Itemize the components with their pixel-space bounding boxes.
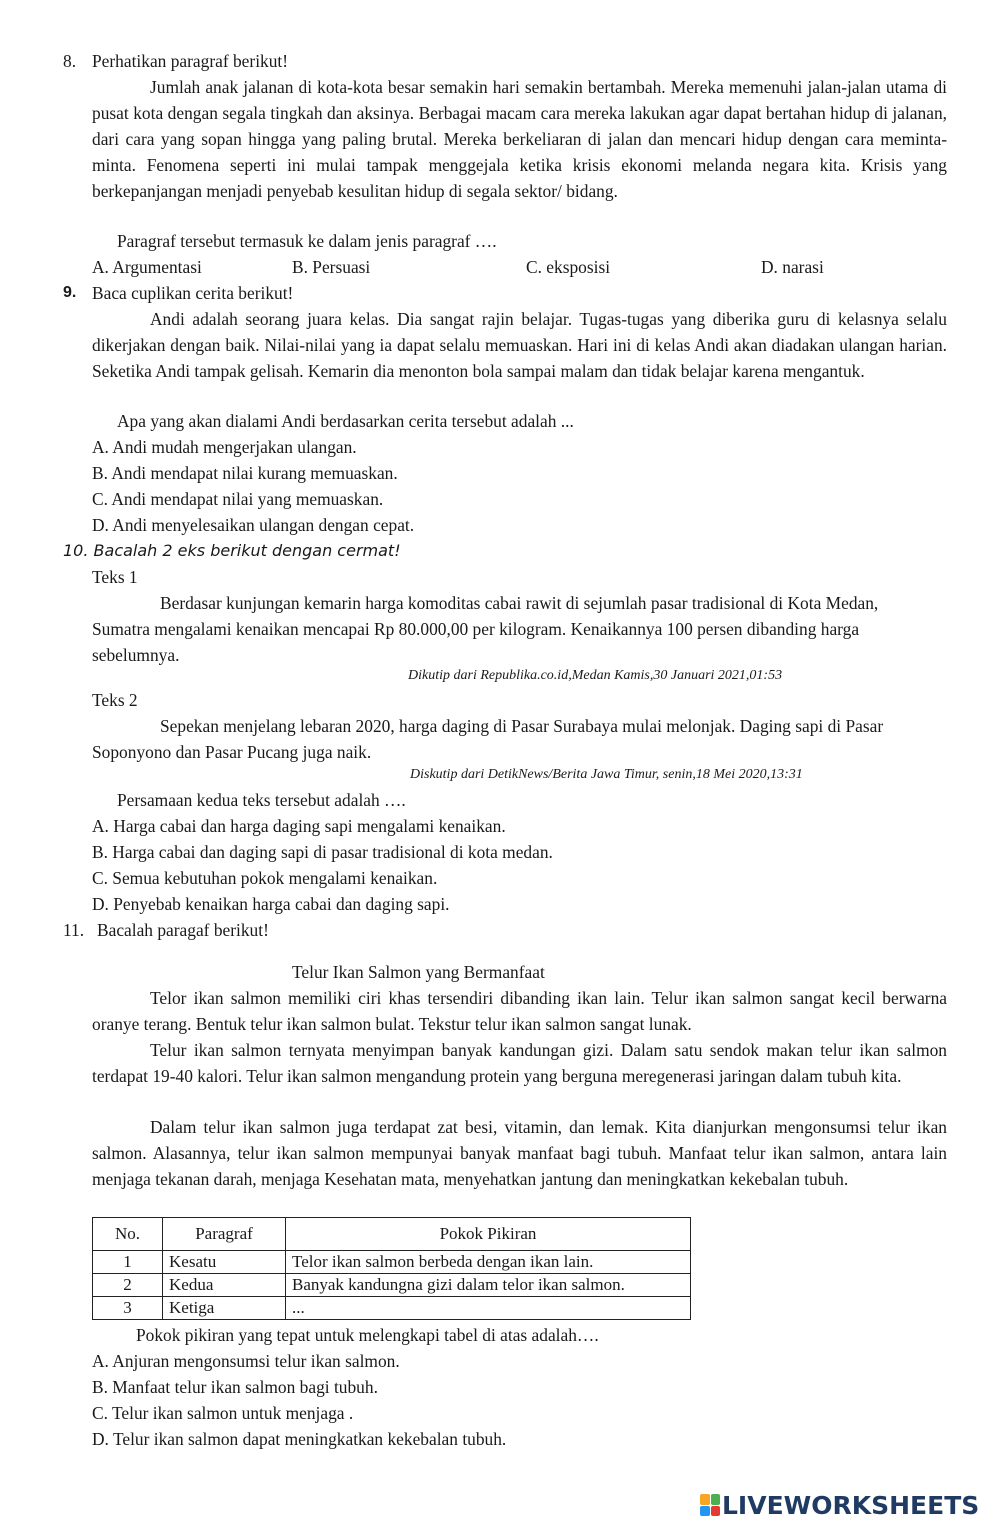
q9-question: Apa yang akan dialami Andi berdasarkan cerita tersebut adalah ... bbox=[117, 411, 574, 431]
q10-option-b[interactable]: B. Harga cabai dan daging sapi di pasar tradisional di kota medan. bbox=[92, 842, 553, 862]
q8-option-b[interactable]: B. Persuasi bbox=[292, 257, 371, 277]
q11-option-c[interactable]: C. Telur ikan salmon untuk menjaga . bbox=[92, 1403, 354, 1423]
table-cell-no: 2 bbox=[93, 1274, 163, 1297]
q8-option-d[interactable]: D. narasi bbox=[761, 257, 824, 277]
q8-number: 8. bbox=[63, 51, 77, 71]
table-header-paragraf: Paragraf bbox=[163, 1218, 286, 1251]
q10-text2-source: Diskutip dari DetikNews/Berita Jawa Timur, senin,18 Mei 2020,13:31 bbox=[410, 767, 803, 782]
q11-paragraph-3: Dalam telur ikan salmon juga terdapat zat besi, vitamin, dan lemak. Kita dianjurkan mengonsumsi telur ikan salmon. Alasannya, telur ikan salmon mempunyai banyak manfaat bagi tubuh. Manfaat telur ikan salmon, antara lain menjaga tekanan darah, menjaga Kesehatan mata, menyehatkan jantung dan meningkatkan kekebalan tubuh. bbox=[92, 1117, 947, 1189]
table-row bbox=[93, 1297, 691, 1320]
q9-option-c[interactable]: C. Andi mendapat nilai yang memuaskan. bbox=[92, 489, 384, 509]
q10-text2: Sepekan menjelang lebaran 2020, harga daging di Pasar Surabaya mulai melonjak. Daging sapi di Pasar Soponyono dan Pasar Pucang juga naik. bbox=[92, 716, 884, 762]
table-cell-pokok-pikiran: Telor ikan salmon berbeda dengan ikan lain. bbox=[286, 1251, 691, 1274]
logo-grid-icon bbox=[700, 1494, 720, 1516]
table-header-row bbox=[93, 1218, 691, 1251]
q11-option-b[interactable]: B. Manfaat telur ikan salmon bagi tubuh. bbox=[92, 1377, 378, 1397]
table-row bbox=[93, 1274, 691, 1297]
q10-option-a[interactable]: A. Harga cabai dan harga daging sapi mengalami kenaikan. bbox=[92, 816, 506, 836]
logo-square bbox=[711, 1506, 721, 1517]
table-cell-pokok-pikiran: Banyak kandungna gizi dalam telor ikan salmon. bbox=[286, 1274, 691, 1297]
q9-prompt: Baca cuplikan cerita berikut! bbox=[92, 283, 294, 303]
q8-paragraph: Jumlah anak jalanan di kota-kota besar semakin hari semakin bertambah. Mereka memenuhi jalan-jalan utama di pusat kota dengan segala tingkah dan aksinya. Berbagai macam cara mereka lakukan agar dapat bertahan hidup di jalanan, dari cara yang sopan hingga yang paling brutal. Mereka berkeliaran di jalan dan mencari hidup dengan cara meminta-minta. Fenomena seperti ini mulai tampak menggejala ketika krisis ekonomi melanda negara kita. Krisis yang berkepanjangan menjadi penyebab kesulitan hidup di segala sektor/ bidang. bbox=[92, 77, 947, 201]
q10-text1: Berdasar kunjungan kemarin harga komoditas cabai rawit di sejumlah pasar tradisional di Kota Medan, Sumatra mengalami kenaikan mencapai Rp 80.000,00 per kilogram. Kenaikannya 100 persen dibanding harga sebelumnya. bbox=[92, 593, 879, 665]
logo-square bbox=[700, 1494, 710, 1505]
q10-text2-label: Teks 2 bbox=[92, 690, 138, 710]
q8-prompt: Perhatikan paragraf berikut! bbox=[92, 51, 289, 71]
q11-number: 11. bbox=[63, 920, 85, 940]
q9-option-a[interactable]: A. Andi mudah mengerjakan ulangan. bbox=[92, 437, 357, 457]
q11-question: Pokok pikiran yang tepat untuk melengkapi tabel di atas adalah…. bbox=[136, 1325, 599, 1345]
q11-option-a[interactable]: A. Anjuran mengonsumsi telur ikan salmon. bbox=[92, 1351, 400, 1371]
table-cell-no: 3 bbox=[93, 1297, 163, 1320]
table-cell-paragraf: Ketiga bbox=[163, 1297, 286, 1320]
q8-option-a[interactable]: A. Argumentasi bbox=[92, 257, 202, 277]
q9-paragraph: Andi adalah seorang juara kelas. Dia sangat rajin belajar. Tugas-tugas yang diberika guru di kelasnya selalu dikerjakan dengan baik. Nilai-nilai yang ia dapat selalu memuaskan. Hari ini di kelas Andi akan diadakan ulangan harian. Seketika Andi tampak gelisah. Kemarin dia menonton bola sampai malam dan tidak belajar karena mengantuk. bbox=[92, 309, 947, 381]
q10-text1-source: Dikutip dari Republika.co.id,Medan Kamis,30 Januari 2021,01:53 bbox=[408, 668, 783, 683]
table-cell-paragraf: Kesatu bbox=[163, 1251, 286, 1274]
liveworksheets-logo bbox=[700, 1490, 979, 1520]
logo-text: LIVEWORKSHEETS bbox=[722, 1490, 980, 1520]
q11-prompt: Bacalah paragaf berikut! bbox=[97, 920, 269, 940]
q8-option-c[interactable]: C. eksposisi bbox=[526, 257, 611, 277]
q10-option-d[interactable]: D. Penyebab kenaikan harga cabai dan daging sapi. bbox=[92, 894, 450, 914]
table-header-pokok-pikiran: Pokok Pikiran bbox=[286, 1218, 691, 1251]
q11-table bbox=[92, 1217, 691, 1320]
q9-option-d[interactable]: D. Andi menyelesaikan ulangan dengan cepat. bbox=[92, 515, 415, 535]
q10-question: Persamaan kedua teks tersebut adalah …. bbox=[117, 790, 406, 810]
q11-option-d[interactable]: D. Telur ikan salmon dapat meningkatkan kekebalan tubuh. bbox=[92, 1429, 507, 1449]
logo-square bbox=[700, 1506, 710, 1517]
table-header-no: No. bbox=[93, 1218, 163, 1251]
q10-text1-label: Teks 1 bbox=[92, 567, 138, 587]
q9-number: 9. bbox=[63, 284, 77, 301]
logo-square bbox=[711, 1494, 721, 1505]
table-cell-pokok-pikiran[interactable]: ... bbox=[286, 1297, 691, 1320]
q11-title: Telur Ikan Salmon yang Bermanfaat bbox=[292, 962, 545, 982]
q9-option-b[interactable]: B. Andi mendapat nilai kurang memuaskan. bbox=[92, 463, 398, 483]
q11-paragraph-1: Telor ikan salmon memiliki ciri khas tersendiri dibanding ikan lain. Telur ikan salmon sangat kecil berwarna oranye terang. Bentuk telur ikan salmon bulat. Tekstur telur ikan salmon sangat lunak. bbox=[92, 988, 947, 1034]
q8-question: Paragraf tersebut termasuk ke dalam jenis paragraf …. bbox=[117, 231, 497, 251]
q10-option-c[interactable]: C. Semua kebutuhan pokok mengalami kenaikan. bbox=[92, 868, 438, 888]
q11-paragraph-2: Telur ikan salmon ternyata menyimpan banyak kandungan gizi. Dalam satu sendok makan telur ikan salmon terdapat 19-40 kalori. Telur ikan salmon mengandung protein yang berguna meregenerasi jaringan dalam tubuh kita. bbox=[92, 1040, 947, 1086]
table-row bbox=[93, 1251, 691, 1274]
table-cell-no: 1 bbox=[93, 1251, 163, 1274]
table-cell-paragraf: Kedua bbox=[163, 1274, 286, 1297]
q10-heading: 10. Bacalah 2 eks berikut dengan cermat! bbox=[63, 541, 401, 560]
